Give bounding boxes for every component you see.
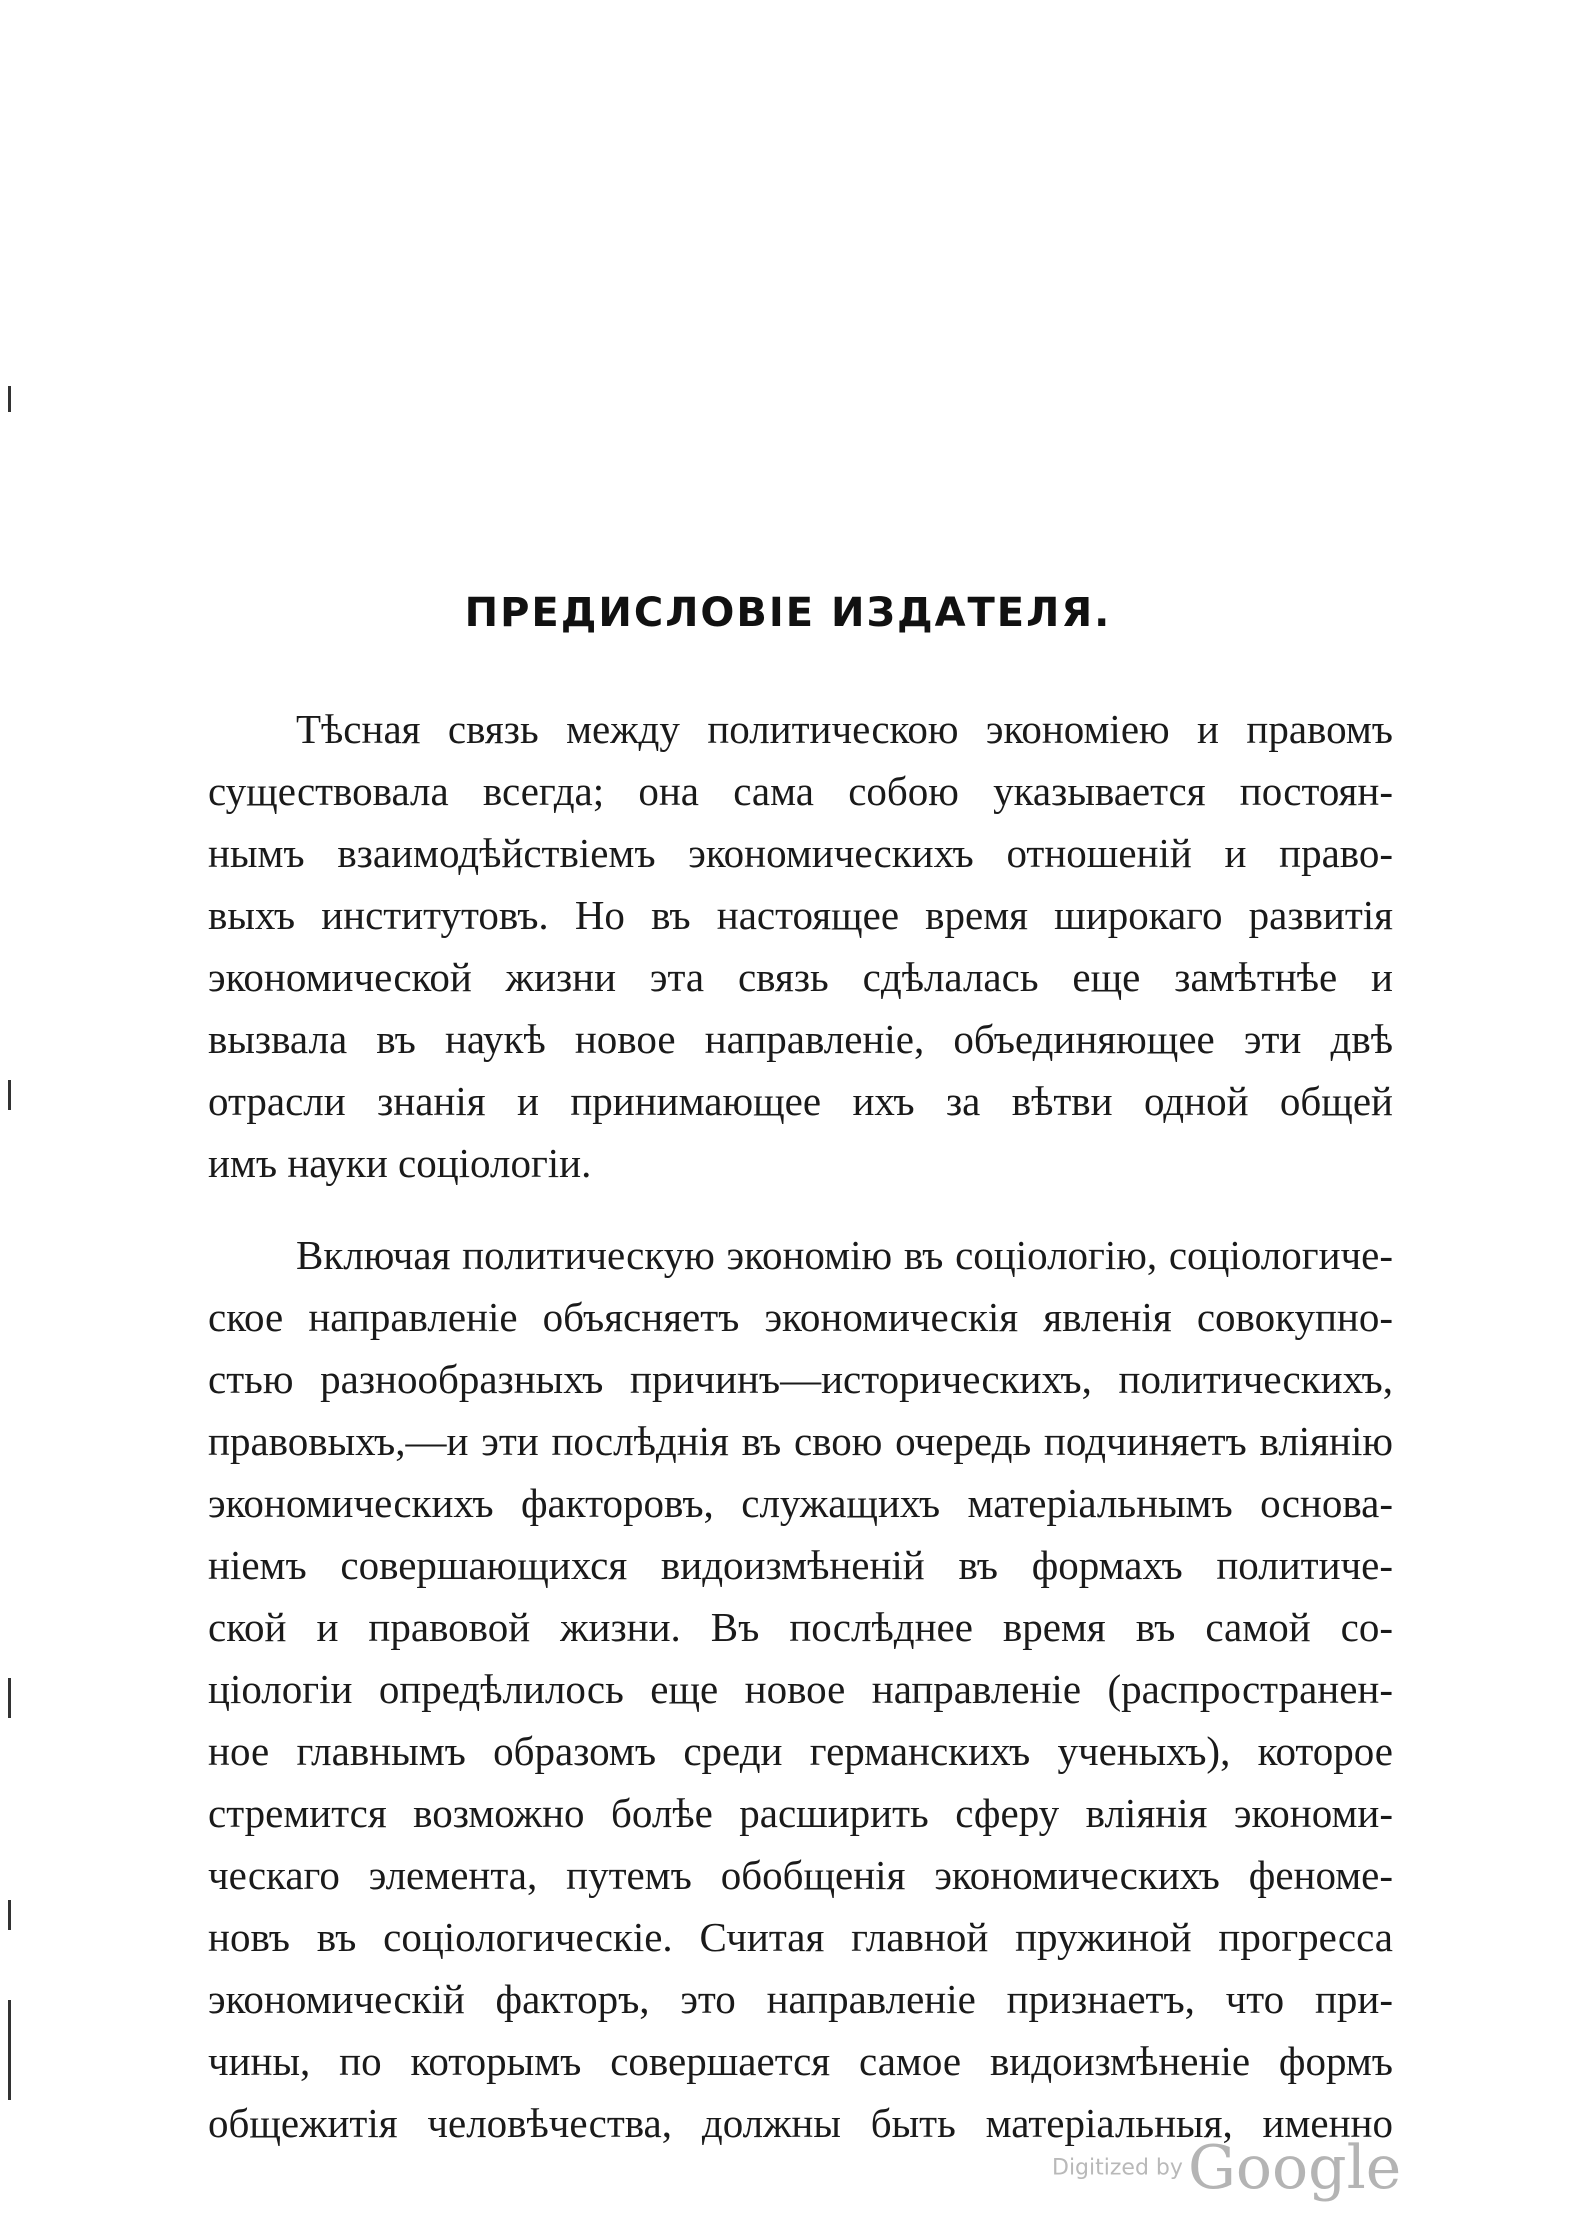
digitized-by-google-watermark [1052, 2133, 1401, 2203]
text-line: ніемъ совершающихся видоизмѣненій въ формахъ политиче- [208, 1542, 1393, 1588]
text-line: ное главнымъ образомъ среди германскихъ ученыхъ), которое [208, 1728, 1393, 1774]
scan-speck [8, 2000, 11, 2100]
page-title: ПРЕДИСЛОВІЕ ИЗДАТЕЛЯ. [464, 590, 1112, 636]
text-line: отрасли знанія и принимающее ихъ за вѣтви одной общей [208, 1078, 1393, 1124]
body-text [208, 698, 1393, 2154]
text-line: общежитія человѣчества, должны быть матеріальныя, именно [208, 2100, 1393, 2146]
text-line: выхъ институтовъ. Но въ настоящее время широкаго развитія [208, 892, 1393, 938]
text-line: экономическихъ факторовъ, служащихъ матеріальнымъ основа- [208, 1480, 1393, 1526]
google-logo: Google [1188, 2133, 1402, 2203]
text-line: правовыхъ,—и эти послѣднія въ свою очередь подчиняетъ вліянію [208, 1418, 1393, 1464]
text-line: существовала всегда; она сама собою указывается постоян- [208, 768, 1393, 814]
paragraph-2 [208, 1224, 1393, 2154]
text-line: стью разнообразныхъ причинъ—историческихъ, политическихъ, [208, 1356, 1393, 1402]
scan-speck [8, 1678, 11, 1718]
text-line: экономическій факторъ, это направленіе признаетъ, что при- [208, 1976, 1393, 2022]
text-line: экономической жизни эта связь сдѣлалась еще замѣтнѣе и [208, 954, 1393, 1000]
watermark-prefix: Digitized by [1052, 2155, 1183, 2181]
paragraph-1 [208, 698, 1393, 1194]
text-line: нымъ взаимодѣйствіемъ экономическихъ отношеній и право- [208, 830, 1393, 876]
text-line: новъ въ соціологическіе. Считая главной пружиной прогресса [208, 1914, 1393, 1960]
text-line: вызвала въ наукѣ новое направленіе, объединяющее эти двѣ [208, 1016, 1393, 1062]
text-line: стремится возможно болѣе расширить сферу вліянія экономи- [208, 1790, 1393, 1836]
text-line: Включая политическую экономію въ соціологію, соціологиче- [296, 1232, 1393, 1278]
text-line: ской и правовой жизни. Въ послѣднее время въ самой со- [208, 1604, 1393, 1650]
text-line: имъ науки соціологіи. [208, 1140, 592, 1186]
scan-speck [8, 1900, 11, 1930]
text-line: ческаго элемента, путемъ обобщенія экономическихъ феноме- [208, 1852, 1393, 1898]
text-line: ское направленіе объясняетъ экономическія явленія совокупно- [208, 1294, 1393, 1340]
scan-speck [8, 1080, 11, 1110]
text-line: Тѣсная связь между политическою экономіею и правомъ [296, 706, 1393, 752]
scan-speck [8, 386, 11, 412]
text-line: ціологіи опредѣлилось еще новое направленіе (распространен- [208, 1666, 1393, 1712]
text-line: чины, по которымъ совершается самое видоизмѣненіе формъ [208, 2038, 1393, 2084]
